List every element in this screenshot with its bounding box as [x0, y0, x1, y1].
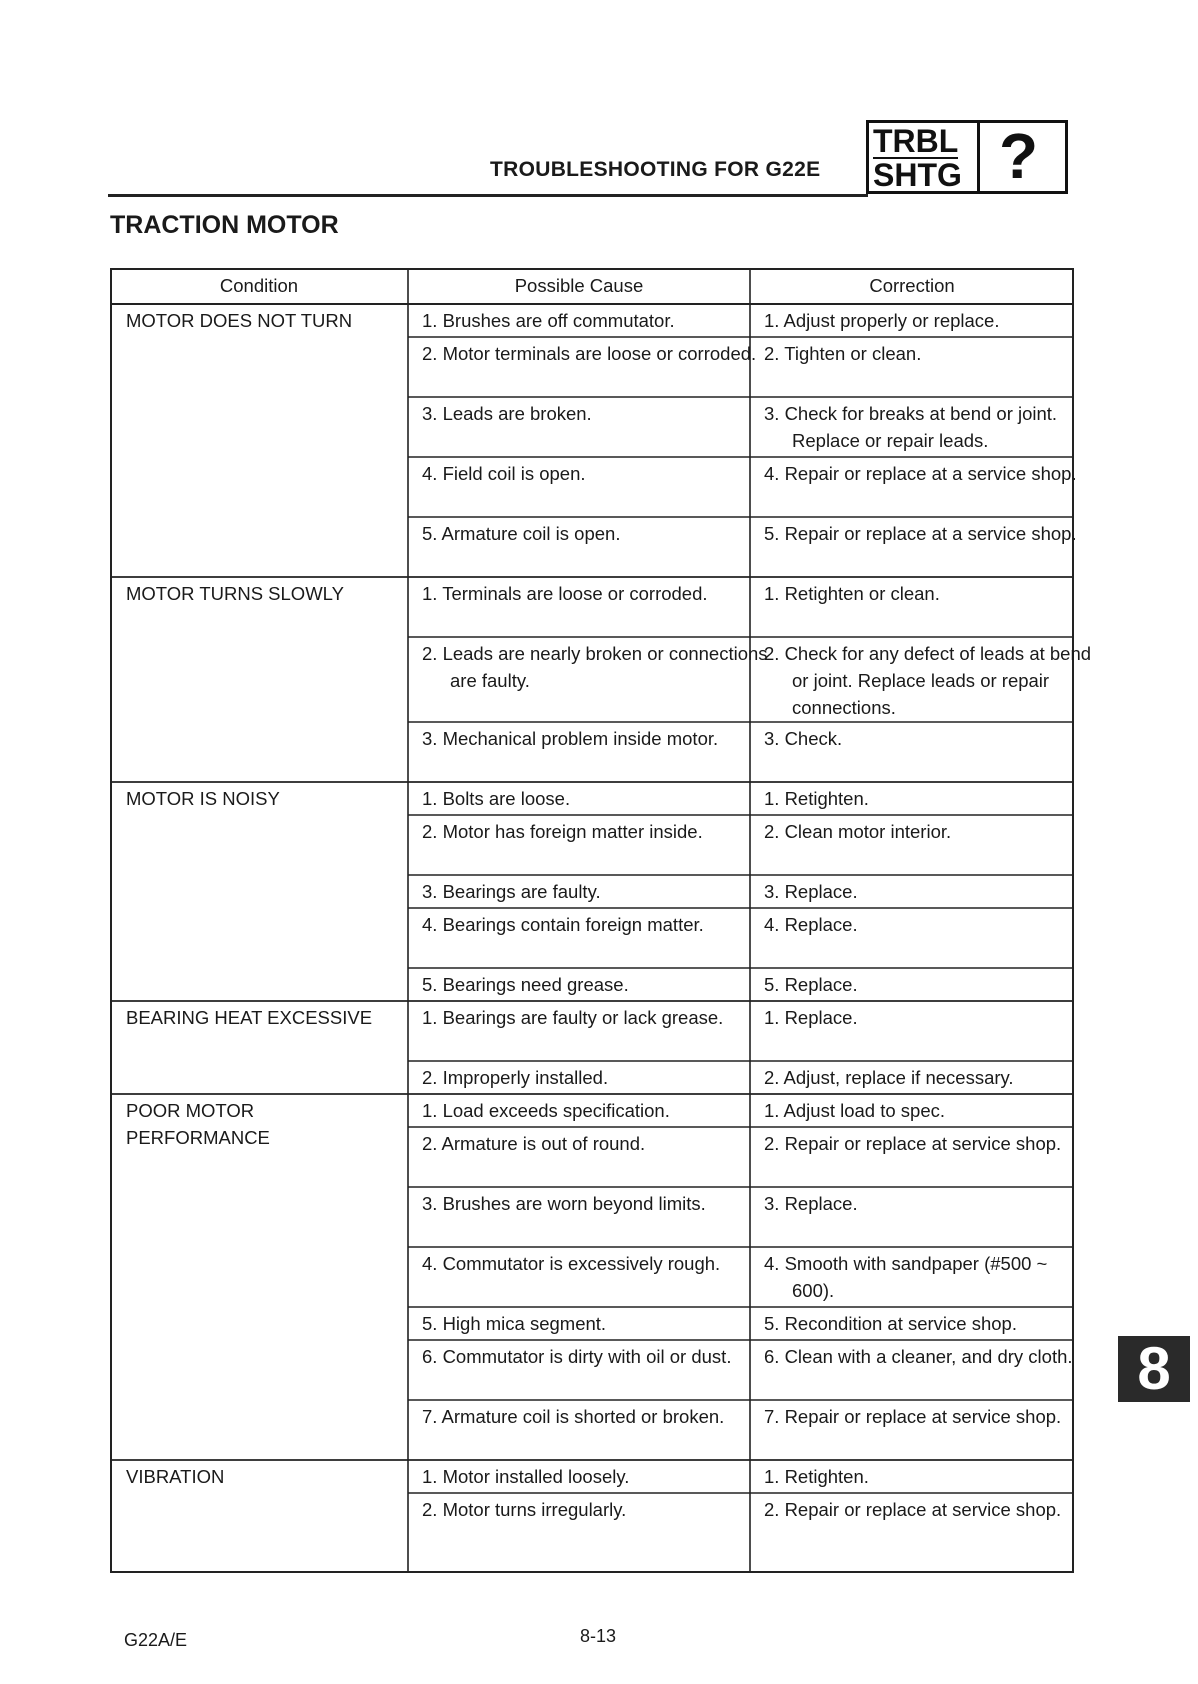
- page-header-title: TROUBLESHOOTING FOR G22E: [490, 158, 821, 181]
- correction-cell: 5. Replace.: [764, 974, 858, 995]
- correction-cell: 5. Repair or replace at a service shop.: [764, 523, 1077, 544]
- correction-cell: 2. Repair or replace at service shop.: [764, 1499, 1062, 1520]
- correction-cell: 2. Adjust, replace if necessary.: [764, 1067, 1014, 1088]
- correction-cell: 4. Repair or replace at a service shop.: [764, 463, 1077, 484]
- possible-cause-cell: 1. Bolts are loose.: [422, 788, 571, 809]
- possible-cause-cell: 5. Bearings need grease.: [422, 974, 629, 995]
- possible-cause-cell: 1. Bearings are faulty or lack grease.: [422, 1007, 724, 1028]
- correction-cell: 3. Check.: [764, 728, 843, 749]
- section-title: TRACTION MOTOR: [110, 211, 339, 239]
- possible-cause-cell: 2. Motor has foreign matter inside.: [422, 821, 703, 842]
- possible-cause-cell: 2. Improperly installed.: [422, 1067, 609, 1088]
- possible-cause-cell: 3. Brushes are worn beyond limits.: [422, 1193, 706, 1214]
- correction-cell: 1. Retighten.: [764, 788, 869, 809]
- possible-cause-cell: 1. Brushes are off commutator.: [422, 310, 675, 331]
- correction-cell: 1. Replace.: [764, 1007, 858, 1028]
- condition-label: VIBRATION: [126, 1466, 225, 1487]
- correction-cell: 3. Replace.: [764, 1193, 858, 1214]
- footer-model: G22A/E: [124, 1630, 188, 1650]
- possible-cause-cell: 2. Armature is out of round.: [422, 1133, 646, 1154]
- badge-line2: SHTG: [873, 157, 962, 193]
- correction-cell: 4. Replace.: [764, 914, 858, 935]
- possible-cause-cell: 3. Mechanical problem inside motor.: [422, 728, 719, 749]
- correction-cell: 3. Replace.: [764, 881, 858, 902]
- badge-line1: TRBL: [873, 123, 959, 159]
- correction-cell: 4. Smooth with sandpaper (#500 ~ 600).: [764, 1253, 1048, 1301]
- possible-cause-cell: 4. Commutator is excessively rough.: [422, 1253, 721, 1274]
- possible-cause-cell: 2. Motor turns irregularly.: [422, 1499, 627, 1520]
- header-rule: [108, 194, 868, 197]
- possible-cause-cell: 5. High mica segment.: [422, 1313, 607, 1334]
- possible-cause-cell: 3. Leads are broken.: [422, 403, 592, 424]
- possible-cause-cell: 1. Motor installed loosely.: [422, 1466, 630, 1487]
- correction-cell: 1. Retighten or clean.: [764, 583, 940, 604]
- possible-cause-cell: 7. Armature coil is shorted or broken.: [422, 1406, 725, 1427]
- possible-cause-cell: 2. Leads are nearly broken or connections are faulty.: [422, 643, 768, 691]
- correction-cell: 5. Recondition at service shop.: [764, 1313, 1017, 1334]
- correction-cell: 2. Clean motor interior.: [764, 821, 952, 842]
- chapter-tab: 8: [1118, 1336, 1190, 1402]
- trbl-shtg-badge: [866, 120, 1068, 194]
- correction-cell: 3. Check for breaks at bend or joint. Replace or repair leads.: [764, 403, 1058, 451]
- possible-cause-cell: 3. Bearings are faulty.: [422, 881, 601, 902]
- possible-cause-cell: 4. Field coil is open.: [422, 463, 586, 484]
- question-mark-icon: ?: [999, 120, 1039, 192]
- footer-page-number: 8-13: [580, 1626, 617, 1646]
- possible-cause-cell: 5. Armature coil is open.: [422, 523, 621, 544]
- correction-cell: 6. Clean with a cleaner, and dry cloth.: [764, 1346, 1073, 1367]
- correction-cell: 1. Adjust load to spec.: [764, 1100, 946, 1121]
- badge-divider: [977, 123, 980, 191]
- condition-label: POOR MOTOR PERFORMANCE: [126, 1100, 270, 1148]
- header-possible-cause: Possible Cause: [514, 275, 644, 296]
- correction-cell: 2. Tighten or clean.: [764, 343, 922, 364]
- condition-label: MOTOR TURNS SLOWLY: [126, 583, 344, 604]
- header-condition: Condition: [219, 275, 299, 296]
- possible-cause-cell: 2. Motor terminals are loose or corroded.: [422, 343, 757, 364]
- possible-cause-cell: 6. Commutator is dirty with oil or dust.: [422, 1346, 732, 1367]
- possible-cause-cell: 1. Terminals are loose or corroded.: [422, 583, 708, 604]
- condition-label: MOTOR IS NOISY: [126, 788, 280, 809]
- troubleshooting-table: [110, 268, 1092, 1573]
- possible-cause-cell: 1. Load exceeds specification.: [422, 1100, 670, 1121]
- correction-cell: 2. Check for any defect of leads at bend or joint. Replace leads or repair connections.: [764, 643, 1092, 718]
- possible-cause-cell: 4. Bearings contain foreign matter.: [422, 914, 704, 935]
- header-correction: Correction: [869, 275, 955, 296]
- correction-cell: 7. Repair or replace at service shop.: [764, 1406, 1062, 1427]
- correction-cell: 2. Repair or replace at service shop.: [764, 1133, 1062, 1154]
- correction-cell: 1. Retighten.: [764, 1466, 869, 1487]
- correction-cell: 1. Adjust properly or replace.: [764, 310, 1000, 331]
- condition-label: MOTOR DOES NOT TURN: [126, 310, 353, 331]
- condition-label: BEARING HEAT EXCESSIVE: [126, 1007, 373, 1028]
